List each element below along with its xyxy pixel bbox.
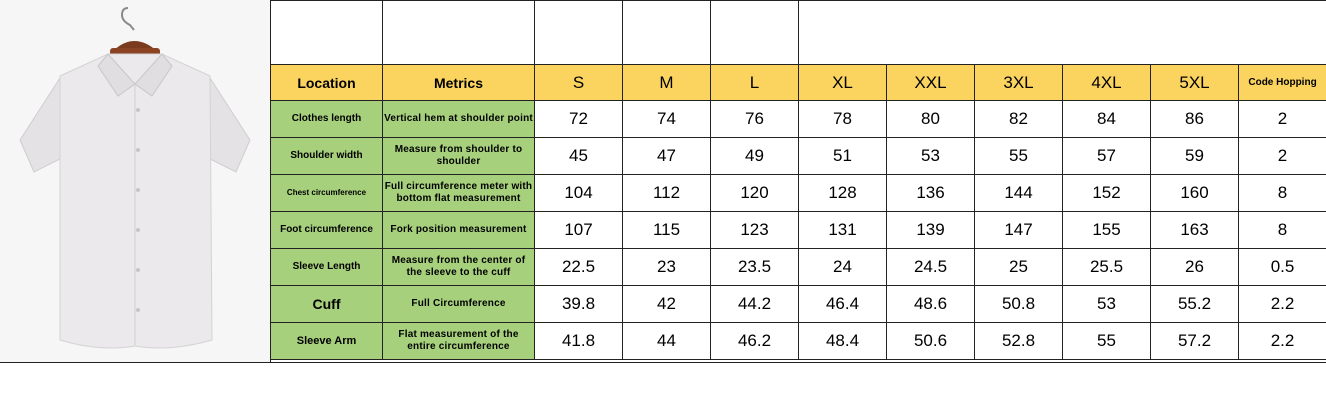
value-cell: 59	[1151, 138, 1239, 175]
value-cell: 147	[975, 212, 1063, 249]
value-cell: 107	[535, 212, 623, 249]
row-metric: Full circumference meter with bottom flat measurement	[383, 175, 535, 212]
hopping-cell: 2	[1239, 101, 1326, 138]
header-size-s: S	[535, 65, 623, 101]
value-cell: 144	[975, 175, 1063, 212]
value-cell: 128	[799, 175, 887, 212]
value-cell: 48.4	[799, 323, 887, 360]
header-size-xxl: XXL	[887, 65, 975, 101]
value-cell: 22.5	[535, 249, 623, 286]
hopping-cell: 2	[1239, 138, 1326, 175]
value-cell: 80	[887, 101, 975, 138]
value-cell: 47	[623, 138, 711, 175]
value-cell: 82	[975, 101, 1063, 138]
table-row	[271, 212, 1326, 249]
value-cell: 52.8	[975, 323, 1063, 360]
value-cell: 44	[623, 323, 711, 360]
value-cell: 74	[623, 101, 711, 138]
value-cell: 24.5	[887, 249, 975, 286]
row-location: Cuff	[271, 286, 383, 323]
value-cell: 160	[1151, 175, 1239, 212]
value-cell: 51	[799, 138, 887, 175]
value-cell: 112	[623, 175, 711, 212]
value-cell: 50.8	[975, 286, 1063, 323]
table-row	[271, 249, 1326, 286]
value-cell: 53	[1063, 286, 1151, 323]
hopping-cell: 0.5	[1239, 249, 1326, 286]
value-cell: 46.4	[799, 286, 887, 323]
bottom-blank-band	[0, 362, 1326, 402]
value-cell: 55	[1063, 323, 1151, 360]
value-cell: 42	[623, 286, 711, 323]
row-metric: Full Circumference	[383, 286, 535, 323]
value-cell: 48.6	[887, 286, 975, 323]
row-metric: Fork position measurement	[383, 212, 535, 249]
value-cell: 136	[887, 175, 975, 212]
value-cell: 152	[1063, 175, 1151, 212]
value-cell: 72	[535, 101, 623, 138]
value-cell: 45	[535, 138, 623, 175]
hopping-cell: 8	[1239, 212, 1326, 249]
value-cell: 23	[623, 249, 711, 286]
header-metrics: Metrics	[383, 65, 535, 101]
shirt-on-hanger-image	[0, 0, 270, 362]
table-row	[271, 323, 1326, 360]
header-location: Location	[271, 65, 383, 101]
table-row	[271, 138, 1326, 175]
blank-cell	[623, 1, 711, 65]
header-row	[271, 65, 1326, 101]
value-cell: 25.5	[1063, 249, 1151, 286]
value-cell: 39.8	[535, 286, 623, 323]
row-location: Chest circumference	[271, 175, 383, 212]
header-size-4xl: 4XL	[1063, 65, 1151, 101]
product-photo-shirt	[0, 0, 271, 362]
hopping-cell: 2.2	[1239, 286, 1326, 323]
blank-cell	[271, 1, 383, 65]
value-cell: 53	[887, 138, 975, 175]
hopping-cell: 2.2	[1239, 323, 1326, 360]
value-cell: 78	[799, 101, 887, 138]
value-cell: 120	[711, 175, 799, 212]
row-location: Sleeve Length	[271, 249, 383, 286]
table-row	[271, 101, 1326, 138]
header-code-hopping: Code Hopping	[1239, 65, 1326, 101]
blank-cell-wide	[799, 1, 1326, 65]
value-cell: 25	[975, 249, 1063, 286]
table-row	[271, 286, 1326, 323]
table-row	[271, 175, 1326, 212]
size-chart-table	[270, 0, 1326, 360]
blank-cell	[535, 1, 623, 65]
blank-cell	[711, 1, 799, 65]
row-metric: Flat measurement of the entire circumference	[383, 323, 535, 360]
value-cell: 84	[1063, 101, 1151, 138]
value-cell: 41.8	[535, 323, 623, 360]
value-cell: 44.2	[711, 286, 799, 323]
value-cell: 104	[535, 175, 623, 212]
value-cell: 57.2	[1151, 323, 1239, 360]
value-cell: 23.5	[711, 249, 799, 286]
value-cell: 131	[799, 212, 887, 249]
row-metric: Vertical hem at shoulder point	[383, 101, 535, 138]
row-location: Foot circumference	[271, 212, 383, 249]
header-size-l: L	[711, 65, 799, 101]
value-cell: 57	[1063, 138, 1151, 175]
value-cell: 163	[1151, 212, 1239, 249]
row-location: Sleeve Arm	[271, 323, 383, 360]
header-size-3xl: 3XL	[975, 65, 1063, 101]
value-cell: 26	[1151, 249, 1239, 286]
value-cell: 86	[1151, 101, 1239, 138]
value-cell: 139	[887, 212, 975, 249]
header-size-xl: XL	[799, 65, 887, 101]
value-cell: 50.6	[887, 323, 975, 360]
value-cell: 123	[711, 212, 799, 249]
hopping-cell: 8	[1239, 175, 1326, 212]
row-location: Shoulder width	[271, 138, 383, 175]
row-metric: Measure from the center of the sleeve to the cuff	[383, 249, 535, 286]
value-cell: 49	[711, 138, 799, 175]
value-cell: 76	[711, 101, 799, 138]
value-cell: 55	[975, 138, 1063, 175]
value-cell: 46.2	[711, 323, 799, 360]
value-cell: 155	[1063, 212, 1151, 249]
blank-top-row	[271, 1, 1326, 65]
value-cell: 115	[623, 212, 711, 249]
blank-cell	[383, 1, 535, 65]
row-location: Clothes length	[271, 101, 383, 138]
value-cell: 24	[799, 249, 887, 286]
value-cell: 55.2	[1151, 286, 1239, 323]
row-metric: Measure from shoulder to shoulder	[383, 138, 535, 175]
header-size-m: M	[623, 65, 711, 101]
header-size-5xl: 5XL	[1151, 65, 1239, 101]
